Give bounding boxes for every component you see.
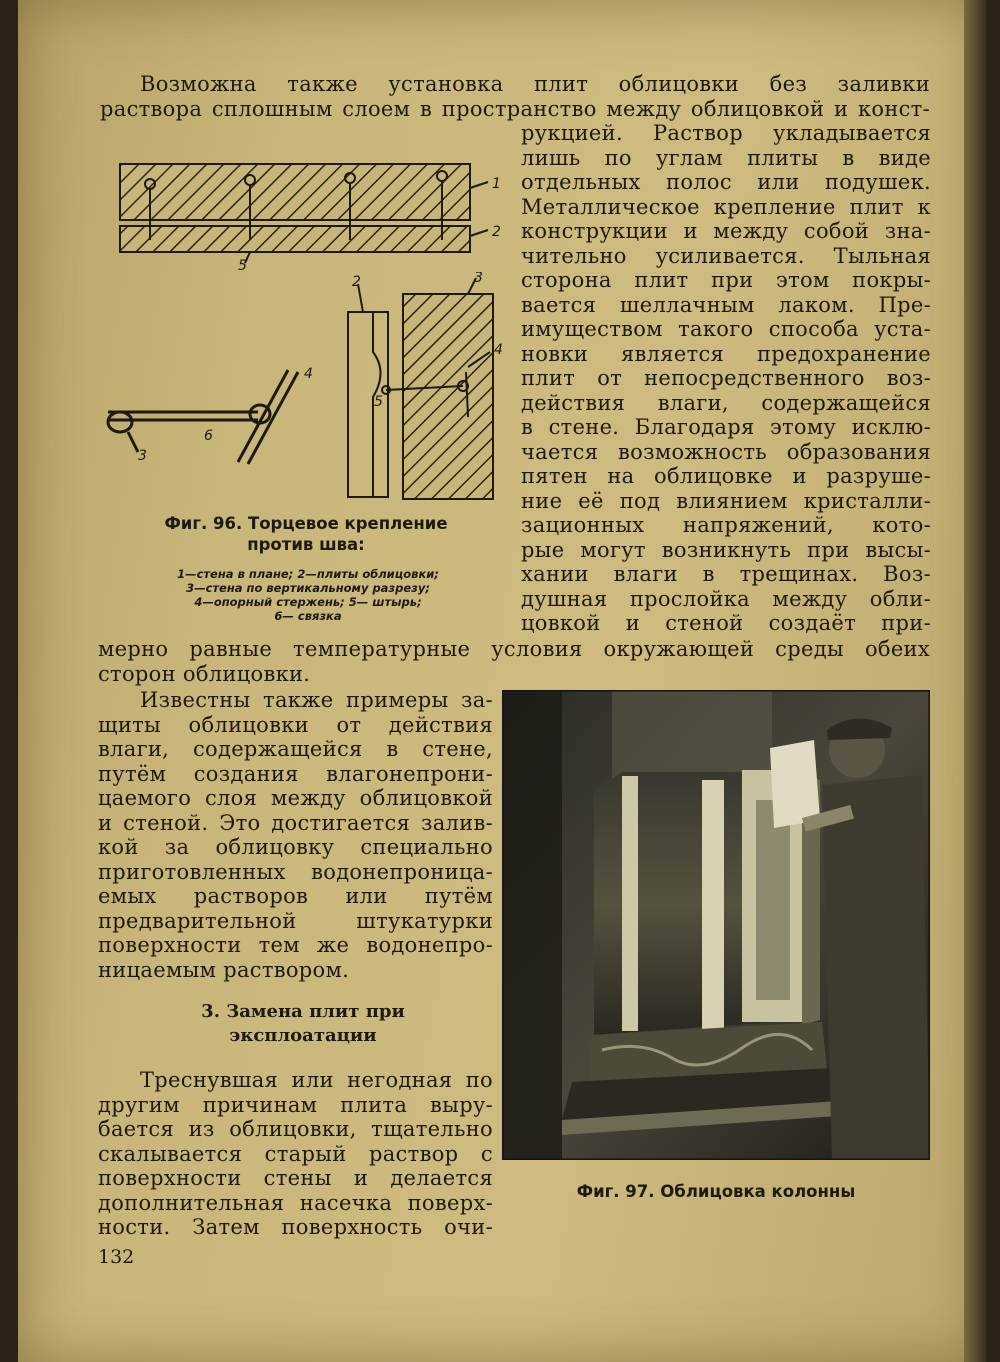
- label-1: 1: [492, 176, 501, 192]
- text-line: Возможна также установка плит облицовки без заливки: [140, 72, 930, 96]
- section-paragraph: [98, 1068, 493, 1240]
- text-line: ние её под влиянием кристалли-: [521, 488, 931, 513]
- label-2: 2: [492, 224, 501, 240]
- figure-96-legend: [118, 567, 498, 623]
- label-4: 4: [494, 342, 503, 358]
- full-width-text: [98, 637, 930, 686]
- right-column-text: [521, 121, 931, 636]
- text-line: рые могут возникнуть при высы-: [521, 537, 931, 562]
- text-line: в стене. Благодаря этому исклю-: [521, 415, 931, 439]
- text-line: раствора сплошным слоем в пространство между облицовкой и конст-: [100, 96, 930, 121]
- page-number: 132: [98, 1246, 135, 1268]
- text-line: чается возможность образования: [521, 439, 931, 464]
- text-line: рукцией. Раствор укладывается: [521, 121, 931, 145]
- legend-line: 6— связка: [274, 609, 342, 623]
- figure-96-section-drawing: [318, 272, 518, 502]
- left-column-text: [98, 688, 493, 982]
- text-line: цовкой и стеной создаёт при-: [521, 611, 931, 635]
- text-line: действия влаги, содержащейся: [521, 390, 931, 415]
- label-5: 5: [238, 258, 247, 273]
- text-line: емых растворов или путём: [98, 884, 493, 908]
- text-line: Известны также примеры за-: [140, 688, 493, 712]
- intro-paragraph: [100, 72, 930, 121]
- label-4: 4: [304, 366, 313, 382]
- label-3: 3: [138, 448, 147, 464]
- text-line: бается из облицовки, тщательно: [98, 1117, 493, 1141]
- caption-line: Фиг. 96. Торцевое крепление: [164, 514, 448, 533]
- text-line: приготовленных водонепроница-: [98, 859, 493, 884]
- text-line: ницаемым раствором.: [98, 957, 350, 982]
- text-line: сторона плит при этом покры-: [521, 268, 931, 292]
- label-3: 3: [474, 272, 483, 286]
- text-line: пятен на облицовке и разруше-: [521, 464, 931, 488]
- legend-line: 1—стена в плане; 2—плиты облицовки;: [177, 567, 439, 581]
- figure-96-tie-drawing: [98, 362, 318, 472]
- text-line: поверхности стены и делается: [98, 1166, 493, 1190]
- text-line: лишь по углам плиты в виде: [521, 145, 931, 170]
- caption-line: против шва:: [247, 535, 365, 554]
- text-line: конструкции и между собой зна-: [521, 219, 931, 243]
- text-line: другим причинам плита выру-: [98, 1092, 493, 1117]
- legend-line: 3—стена по вертикальному разрезу;: [186, 581, 430, 595]
- text-line: мерно равные температурные условия окружающей среды обеих: [98, 637, 930, 661]
- text-line: отдельных полос или подушек.: [521, 170, 931, 194]
- text-line: имуществом такого способа уста-: [521, 317, 931, 341]
- text-line: чительно усиливается. Тыльная: [521, 243, 931, 268]
- label-2: 2: [352, 274, 361, 290]
- text-line: Треснувшая или негодная по: [140, 1068, 493, 1092]
- text-line: новки является предохранение: [521, 341, 931, 366]
- heading-line: 3. Замена плит при: [201, 1001, 405, 1022]
- page-edge: [964, 0, 986, 1362]
- figure-97-caption: Фиг. 97. Облицовка колонны: [576, 1182, 856, 1201]
- section-heading: [128, 1000, 478, 1048]
- text-line: дополнительная насечка поверх-: [98, 1190, 493, 1215]
- label-5: 5: [374, 394, 383, 410]
- text-line: ности. Затем поверхность очи-: [98, 1215, 493, 1239]
- heading-line: эксплоатации: [229, 1025, 377, 1046]
- text-line: зационных напряжений, кото-: [521, 513, 931, 537]
- figure-97-photo: [502, 690, 930, 1160]
- label-6: 6: [204, 428, 213, 444]
- text-line: хании влаги в трещинах. Воз-: [521, 562, 931, 586]
- text-line: плит от непосредственного воз-: [521, 366, 931, 390]
- figure-96-caption: [116, 513, 496, 555]
- text-line: Металлическое крепление плит к: [521, 194, 931, 219]
- text-line: цаемого слоя между облицовкой: [98, 786, 493, 810]
- text-line: сторон облицовки.: [98, 661, 311, 686]
- text-line: влаги, содержащейся в стене,: [98, 737, 493, 761]
- text-line: душная прослойка между обли-: [521, 586, 931, 611]
- text-line: скалывается старый раствор с: [98, 1141, 493, 1166]
- text-line: и стеной. Это достигается залив-: [98, 810, 493, 835]
- text-line: вается шеллачным лаком. Пре-: [521, 292, 931, 317]
- legend-line: 4—опорный стержень; 5— штырь;: [194, 595, 422, 609]
- text-line: щиты облицовки от действия: [98, 712, 493, 737]
- text-line: кой за облицовку специально: [98, 835, 493, 859]
- figure-96-plan-drawing: [110, 158, 510, 273]
- book-page: [18, 0, 986, 1362]
- text-line: предварительной штукатурки: [98, 908, 493, 933]
- text-line: поверхности тем же водонепро-: [98, 933, 493, 957]
- text-line: путём создания влагонепрони-: [98, 761, 493, 786]
